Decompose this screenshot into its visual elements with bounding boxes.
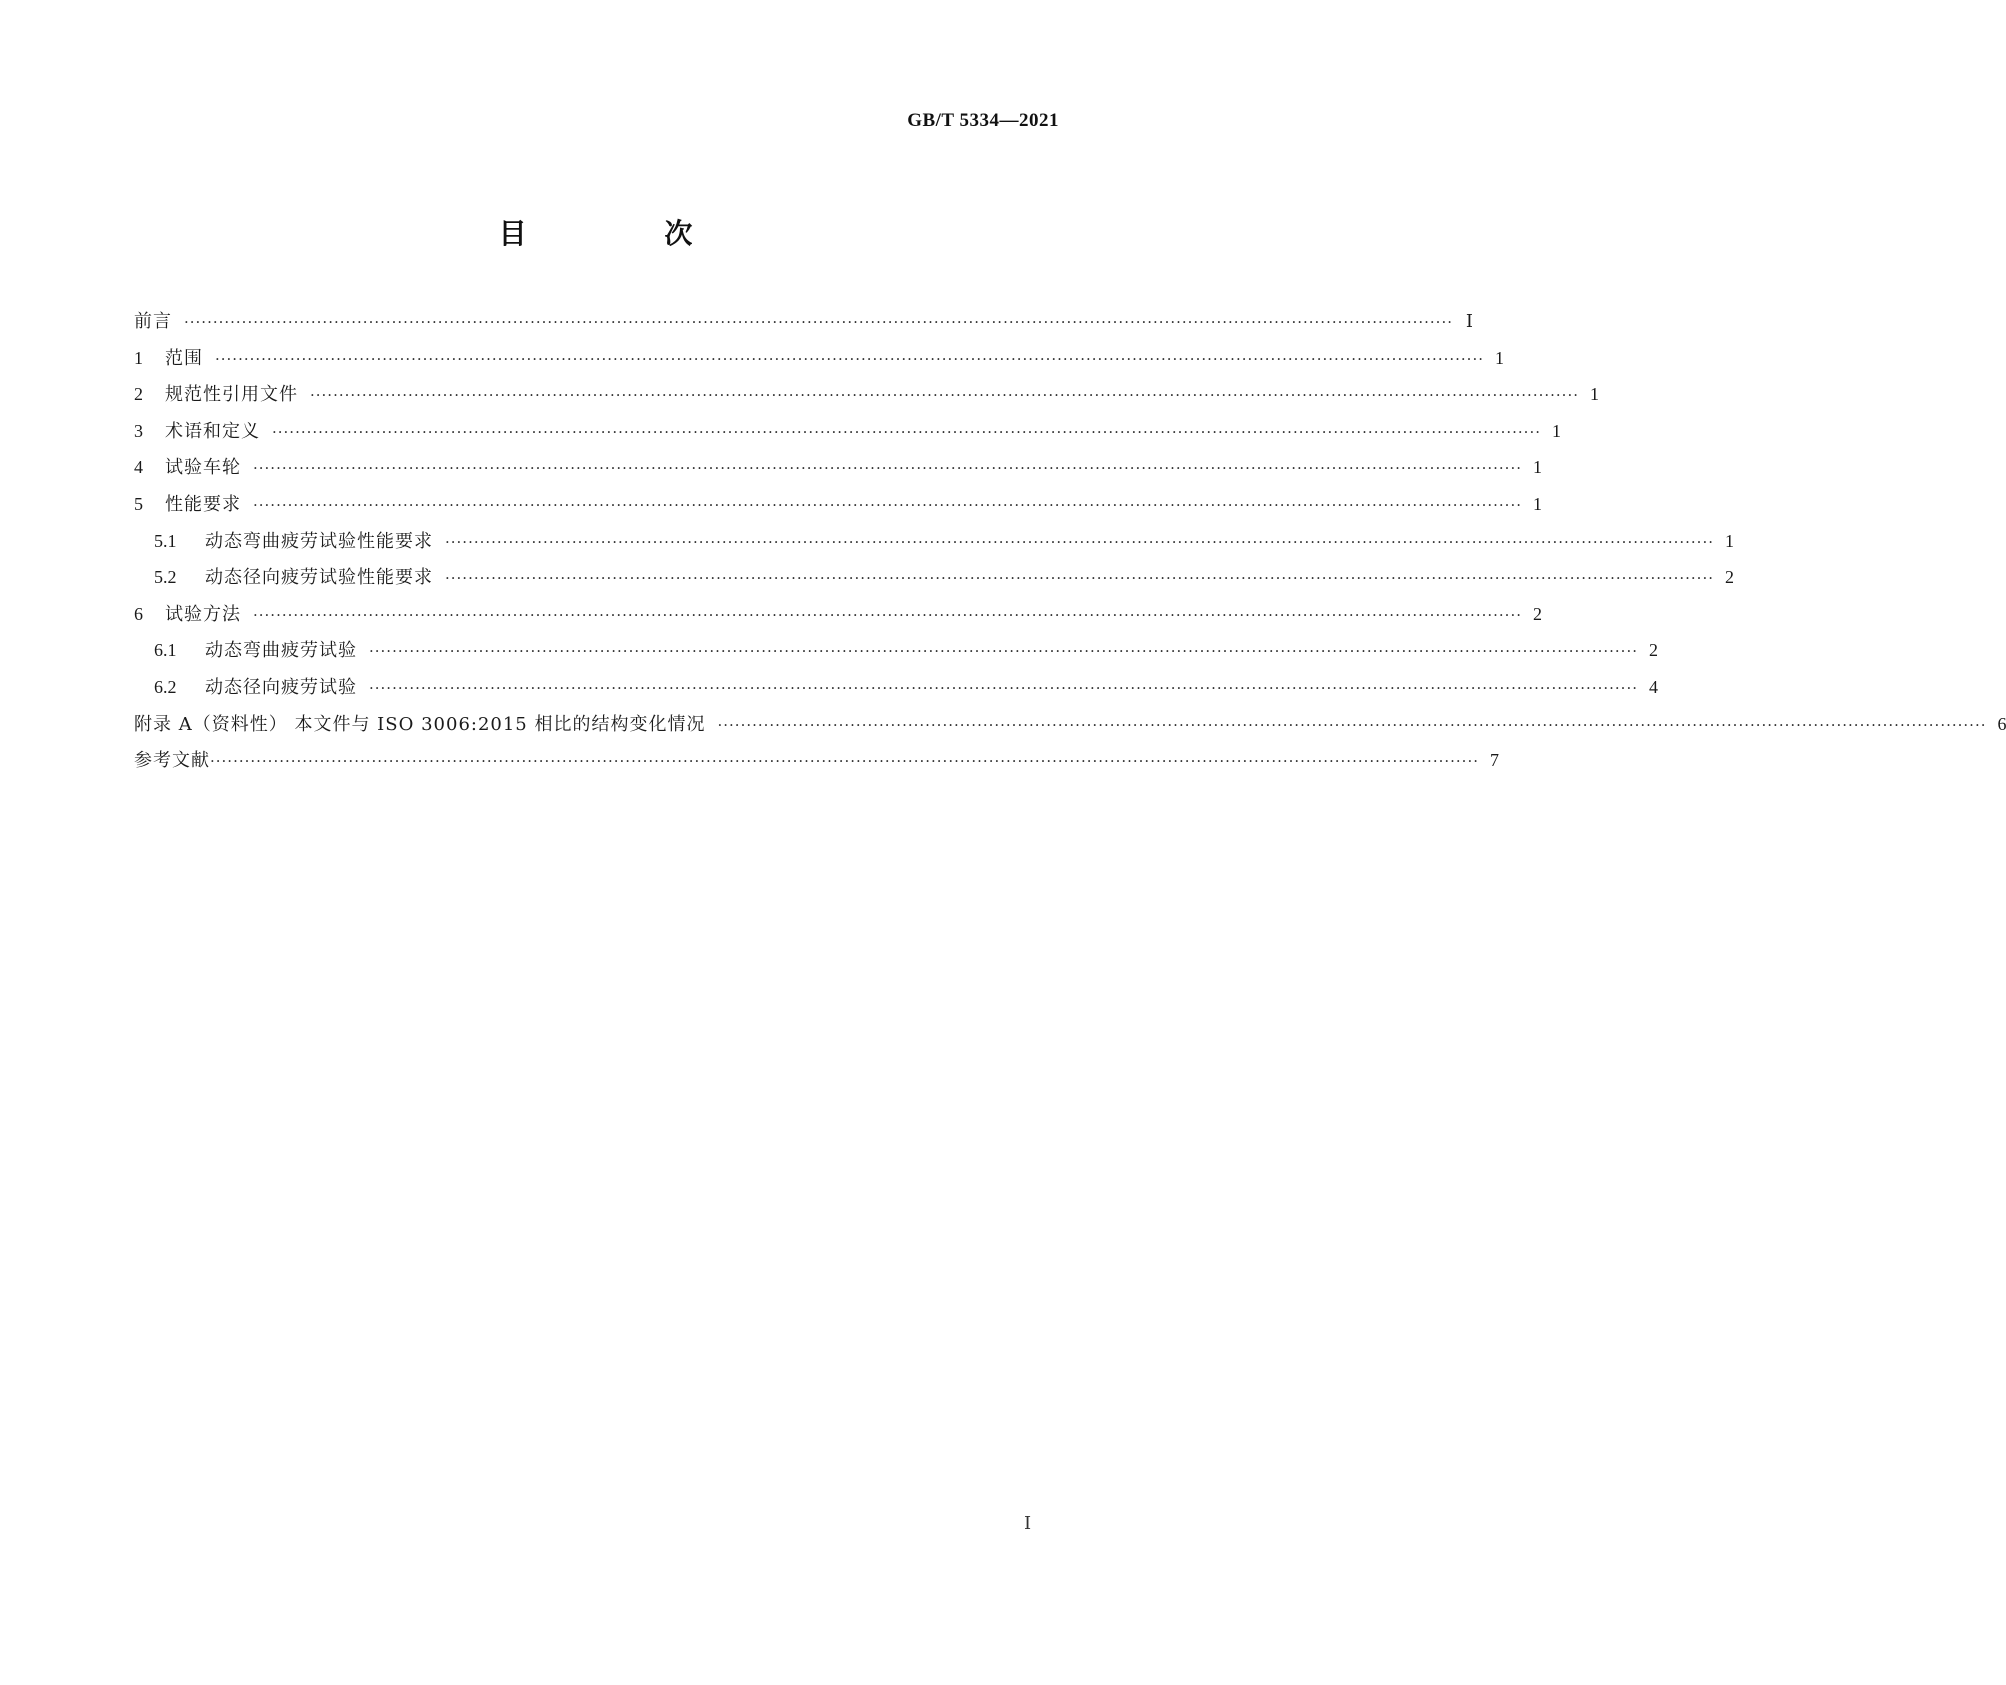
toc-leader-dots: ···························································································································································································································· xyxy=(210,752,1479,771)
toc-entry[interactable] xyxy=(134,639,1658,676)
toc-entry-number: 5.1 xyxy=(154,530,177,551)
toc-entry[interactable] xyxy=(134,383,1599,420)
toc-entry-page: 4 xyxy=(1648,676,1658,697)
toc-leader-dots: ···························································································································································································································· xyxy=(717,715,1987,734)
toc-entry-page: 1 xyxy=(1724,530,1734,551)
toc-leader-dots: ···························································································································································································································· xyxy=(253,459,1522,478)
toc-entry-label: 附录 A（资料性） 本文件与 ISO 3006:2015 相比的结构变化情况 xyxy=(134,713,706,735)
toc-entry-label: 参考文献 xyxy=(134,750,210,772)
toc-entry-label: 前言 xyxy=(134,311,172,332)
toc-leader-dots: ···························································································································································································································· xyxy=(369,678,1638,697)
toc-entry-label: 动态径向疲劳试验 xyxy=(205,676,357,698)
toc-entry-page: 1 xyxy=(1551,420,1561,441)
toc-entry-page: 1 xyxy=(1532,457,1542,478)
toc-entry-number: 6 xyxy=(134,603,143,624)
toc-entry-label: 动态弯曲疲劳试验 xyxy=(205,640,357,662)
toc-entry[interactable] xyxy=(134,456,1542,493)
toc-entry-page: 2 xyxy=(1532,603,1542,624)
toc-leader-dots: ···························································································································································································································· xyxy=(184,313,1453,331)
toc-entry[interactable] xyxy=(134,603,1542,640)
toc-entry[interactable] xyxy=(134,493,1542,530)
toc-entry[interactable] xyxy=(134,530,1734,567)
toc-entry-page: 6 xyxy=(1997,713,2006,734)
toc-entry-page: 7 xyxy=(1489,750,1499,771)
toc-entry-number: 5 xyxy=(134,493,143,514)
toc-entry-label: 性能要求 xyxy=(165,493,241,515)
toc-entry-label: 动态径向疲劳试验性能要求 xyxy=(205,567,433,589)
toc-leader-dots: ···························································································································································································································· xyxy=(272,422,1541,441)
toc-entry[interactable] xyxy=(134,420,1561,457)
toc-entry-number: 5.2 xyxy=(154,567,177,588)
toc-entry-number: 6.1 xyxy=(154,640,177,661)
toc-entry-number: 2 xyxy=(134,384,143,405)
page-number: Ⅰ xyxy=(1024,1513,1032,1533)
toc-leader-dots: ···························································································································································································································· xyxy=(215,349,1484,368)
toc-leader-dots: ···························································································································································································································· xyxy=(369,642,1638,661)
toc-entry-number: 6.2 xyxy=(154,676,177,697)
toc-entry[interactable] xyxy=(134,676,1658,713)
toc-entry[interactable] xyxy=(134,566,1734,603)
toc-entry-page: 2 xyxy=(1648,640,1658,661)
toc-entry-label: 试验车轮 xyxy=(165,457,241,479)
toc-leader-dots: ···························································································································································································································· xyxy=(253,495,1522,514)
toc-leader-dots: ···························································································································································································································· xyxy=(310,386,1579,405)
toc-entry[interactable] xyxy=(134,713,2006,750)
toc-entry[interactable] xyxy=(134,749,1499,786)
toc-leader-dots: ···························································································································································································································· xyxy=(445,532,1714,551)
toc-entry[interactable] xyxy=(134,310,1473,347)
toc-entry-label: 范围 xyxy=(165,347,203,369)
toc-entry-label: 动态弯曲疲劳试验性能要求 xyxy=(205,530,433,552)
toc-entry-number: 1 xyxy=(134,347,143,368)
toc-title: 目 次 xyxy=(498,217,757,250)
toc-entry-page: 1 xyxy=(1494,347,1504,368)
toc-entry-page: 1 xyxy=(1532,493,1542,514)
table-of-contents xyxy=(134,310,2006,786)
toc-entry-page: 1 xyxy=(1589,384,1599,405)
toc-entry-page: Ⅰ xyxy=(1465,311,1473,331)
toc-leader-dots: ···························································································································································································································· xyxy=(445,569,1714,588)
toc-entry-page: 2 xyxy=(1724,567,1734,588)
toc-entry-label: 规范性引用文件 xyxy=(165,384,298,406)
document-code: GB/T 5334—2021 xyxy=(907,110,1059,131)
toc-entry-number: 4 xyxy=(134,457,143,478)
toc-entry-number: 3 xyxy=(134,420,143,441)
toc-entry-label: 术语和定义 xyxy=(165,420,260,442)
toc-entry[interactable] xyxy=(134,347,1504,384)
toc-leader-dots: ···························································································································································································································· xyxy=(253,605,1522,624)
toc-entry-label: 试验方法 xyxy=(165,603,241,625)
